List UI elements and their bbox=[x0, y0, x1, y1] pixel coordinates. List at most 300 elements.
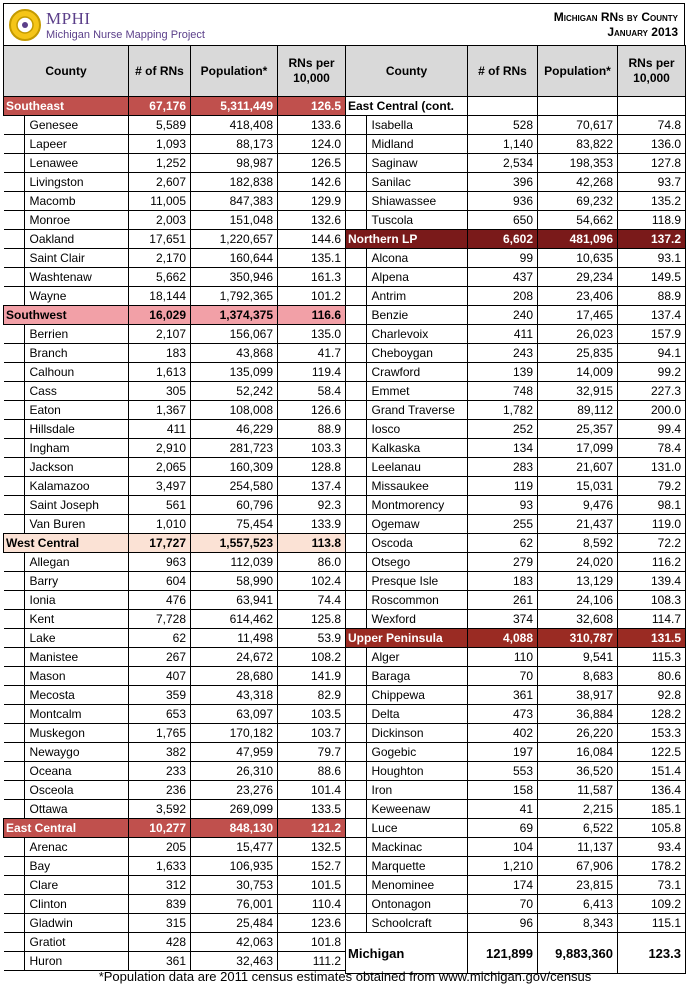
county-row bbox=[4, 838, 346, 857]
county-row bbox=[346, 553, 686, 572]
county-row bbox=[4, 629, 346, 648]
county-name: Saint Joseph bbox=[4, 496, 129, 515]
rns-per-10000: 111.2 bbox=[278, 952, 346, 971]
county-row bbox=[4, 496, 346, 515]
population: 15,477 bbox=[191, 838, 278, 857]
rns-per-10000: 126.5 bbox=[278, 154, 346, 173]
county-row bbox=[346, 648, 686, 667]
population: 11,587 bbox=[538, 781, 618, 800]
county-name: Montcalm bbox=[4, 705, 129, 724]
rns-per-10000: 119.0 bbox=[618, 515, 686, 534]
rns-per-10000 bbox=[618, 97, 686, 116]
rns-per-10000: 103.5 bbox=[278, 705, 346, 724]
county-row bbox=[346, 173, 686, 192]
rn-count: 553 bbox=[468, 762, 538, 781]
region-row bbox=[346, 230, 686, 249]
population: 32,463 bbox=[191, 952, 278, 971]
county-name: Newaygo bbox=[4, 743, 129, 762]
rn-count: 361 bbox=[468, 686, 538, 705]
rns-per-10000: 125.8 bbox=[278, 610, 346, 629]
page-title bbox=[554, 10, 678, 40]
rns-per-10000: 122.5 bbox=[618, 743, 686, 762]
rns-per-10000: 108.3 bbox=[618, 591, 686, 610]
county-row bbox=[4, 724, 346, 743]
county-row bbox=[346, 534, 686, 553]
county-name: Delta bbox=[346, 705, 468, 724]
population: 5,311,449 bbox=[191, 97, 278, 116]
county-name: West Central bbox=[4, 534, 129, 553]
rns-per-10000: 121.2 bbox=[278, 819, 346, 838]
rns-per-10000: 185.1 bbox=[618, 800, 686, 819]
population: 614,462 bbox=[191, 610, 278, 629]
county-name: Clare bbox=[4, 876, 129, 895]
county-row bbox=[346, 857, 686, 876]
county-name: Muskegon bbox=[4, 724, 129, 743]
rns-per-10000: 99.2 bbox=[618, 363, 686, 382]
county-row bbox=[346, 401, 686, 420]
population: 2,215 bbox=[538, 800, 618, 819]
rns-per-10000: 178.2 bbox=[618, 857, 686, 876]
right-table bbox=[345, 45, 686, 974]
population: 26,023 bbox=[538, 325, 618, 344]
county-name: Van Buren bbox=[4, 515, 129, 534]
county-row bbox=[4, 648, 346, 667]
county-row bbox=[346, 268, 686, 287]
population: 198,353 bbox=[538, 154, 618, 173]
county-name: Calhoun bbox=[4, 363, 129, 382]
rn-count: 255 bbox=[468, 515, 538, 534]
rn-count: 18,144 bbox=[129, 287, 191, 306]
population: 151,048 bbox=[191, 211, 278, 230]
rn-count: 3,592 bbox=[129, 800, 191, 819]
county-name: Leelanau bbox=[346, 458, 468, 477]
rns-per-10000: 116.2 bbox=[618, 553, 686, 572]
rns-per-10000: 53.9 bbox=[278, 629, 346, 648]
rn-count: 2,910 bbox=[129, 439, 191, 458]
rns-per-10000: 93.1 bbox=[618, 249, 686, 268]
population: 350,946 bbox=[191, 268, 278, 287]
population: 38,917 bbox=[538, 686, 618, 705]
population: 6,413 bbox=[538, 895, 618, 914]
rn-count: 2,607 bbox=[129, 173, 191, 192]
county-row bbox=[4, 572, 346, 591]
population: 1,792,365 bbox=[191, 287, 278, 306]
county-row bbox=[346, 135, 686, 154]
rns-per-10000: 126.6 bbox=[278, 401, 346, 420]
county-row bbox=[4, 420, 346, 439]
population: 26,310 bbox=[191, 762, 278, 781]
rn-count: 1,613 bbox=[129, 363, 191, 382]
county-row bbox=[346, 154, 686, 173]
population: 28,680 bbox=[191, 667, 278, 686]
rn-count: 121,899 bbox=[468, 933, 538, 974]
rn-count: 70 bbox=[468, 895, 538, 914]
rns-per-10000: 132.6 bbox=[278, 211, 346, 230]
county-name: Presque Isle bbox=[346, 572, 468, 591]
rns-per-10000: 133.9 bbox=[278, 515, 346, 534]
population: 29,234 bbox=[538, 268, 618, 287]
county-name: Ontonagon bbox=[346, 895, 468, 914]
county-row bbox=[346, 306, 686, 325]
county-name: Hillsdale bbox=[4, 420, 129, 439]
rns-per-10000: 78.4 bbox=[618, 439, 686, 458]
rns-per-10000: 135.1 bbox=[278, 249, 346, 268]
population: 156,067 bbox=[191, 325, 278, 344]
region-row bbox=[346, 97, 686, 116]
rns-per-10000: 41.7 bbox=[278, 344, 346, 363]
rn-count: 2,065 bbox=[129, 458, 191, 477]
rns-per-10000: 93.7 bbox=[618, 173, 686, 192]
county-row bbox=[346, 914, 686, 933]
rns-per-10000: 129.9 bbox=[278, 192, 346, 211]
population: 11,137 bbox=[538, 838, 618, 857]
county-name: Alpena bbox=[346, 268, 468, 287]
county-row bbox=[4, 249, 346, 268]
county-row bbox=[346, 515, 686, 534]
rns-per-10000: 101.4 bbox=[278, 781, 346, 800]
county-row bbox=[4, 876, 346, 895]
rns-per-10000: 73.1 bbox=[618, 876, 686, 895]
county-name: Jackson bbox=[4, 458, 129, 477]
population: 847,383 bbox=[191, 192, 278, 211]
county-name: Southeast bbox=[4, 97, 129, 116]
population: 17,099 bbox=[538, 439, 618, 458]
county-name: Antrim bbox=[346, 287, 468, 306]
population: 58,990 bbox=[191, 572, 278, 591]
rn-count: 252 bbox=[468, 420, 538, 439]
population: 13,129 bbox=[538, 572, 618, 591]
county-row bbox=[346, 572, 686, 591]
rn-count: 2,170 bbox=[129, 249, 191, 268]
county-name: Northern LP bbox=[346, 230, 468, 249]
county-header: County bbox=[346, 46, 468, 97]
population: 67,906 bbox=[538, 857, 618, 876]
rn-count: 10,277 bbox=[129, 819, 191, 838]
per10k-header: RNs per 10,000 bbox=[278, 46, 346, 97]
rn-count: 62 bbox=[129, 629, 191, 648]
rn-count: 653 bbox=[129, 705, 191, 724]
county-name: Iron bbox=[346, 781, 468, 800]
rn-count: 93 bbox=[468, 496, 538, 515]
county-row bbox=[4, 135, 346, 154]
county-name: Grand Traverse bbox=[346, 401, 468, 420]
rn-count: 183 bbox=[468, 572, 538, 591]
county-row bbox=[4, 686, 346, 705]
county-name: Alcona bbox=[346, 249, 468, 268]
rns-per-10000: 116.6 bbox=[278, 306, 346, 325]
county-name: Genesee bbox=[4, 116, 129, 135]
rn-count: 11,005 bbox=[129, 192, 191, 211]
rn-count: 283 bbox=[468, 458, 538, 477]
population: 24,020 bbox=[538, 553, 618, 572]
rns-per-10000: 86.0 bbox=[278, 553, 346, 572]
rns-per-10000: 123.3 bbox=[618, 933, 686, 974]
county-name: Keweenaw bbox=[346, 800, 468, 819]
population: 43,868 bbox=[191, 344, 278, 363]
county-name: Dickinson bbox=[346, 724, 468, 743]
population: 6,522 bbox=[538, 819, 618, 838]
county-name: Gladwin bbox=[4, 914, 129, 933]
rn-count: 473 bbox=[468, 705, 538, 724]
county-name: Oakland bbox=[4, 230, 129, 249]
rns-per-10000: 124.0 bbox=[278, 135, 346, 154]
population: 52,242 bbox=[191, 382, 278, 401]
population: 481,096 bbox=[538, 230, 618, 249]
county-name: Washtenaw bbox=[4, 268, 129, 287]
rn-count: 411 bbox=[129, 420, 191, 439]
population: 36,884 bbox=[538, 705, 618, 724]
population: 24,672 bbox=[191, 648, 278, 667]
county-name: Midland bbox=[346, 135, 468, 154]
county-row bbox=[4, 230, 346, 249]
rn-count: 233 bbox=[129, 762, 191, 781]
county-name: Saginaw bbox=[346, 154, 468, 173]
rn-count: 16,029 bbox=[129, 306, 191, 325]
county-row bbox=[346, 477, 686, 496]
rns-per-10000: 227.3 bbox=[618, 382, 686, 401]
per10k-header: RNs per 10,000 bbox=[618, 46, 686, 97]
county-name: Ionia bbox=[4, 591, 129, 610]
rns-per-10000: 118.9 bbox=[618, 211, 686, 230]
county-name: Lake bbox=[4, 629, 129, 648]
rns-per-10000: 79.2 bbox=[618, 477, 686, 496]
population: 1,557,523 bbox=[191, 534, 278, 553]
title-line-1: Michigan RNs by County bbox=[553, 10, 678, 24]
population: 1,220,657 bbox=[191, 230, 278, 249]
county-name: Sanilac bbox=[346, 173, 468, 192]
county-row bbox=[346, 667, 686, 686]
population: 54,662 bbox=[538, 211, 618, 230]
population: 25,357 bbox=[538, 420, 618, 439]
population: 47,959 bbox=[191, 743, 278, 762]
rns-per-10000: 109.2 bbox=[618, 895, 686, 914]
county-row bbox=[4, 401, 346, 420]
county-name: Isabella bbox=[346, 116, 468, 135]
county-row bbox=[4, 287, 346, 306]
rn-count: 1,782 bbox=[468, 401, 538, 420]
rns-per-10000: 103.7 bbox=[278, 724, 346, 743]
rns-per-10000: 139.4 bbox=[618, 572, 686, 591]
population bbox=[538, 97, 618, 116]
county-row bbox=[4, 515, 346, 534]
county-row bbox=[4, 363, 346, 382]
rn-count: 476 bbox=[129, 591, 191, 610]
county-row bbox=[4, 705, 346, 724]
county-name: Allegan bbox=[4, 553, 129, 572]
county-row bbox=[4, 344, 346, 363]
county-row bbox=[346, 610, 686, 629]
rns-per-10000: 133.6 bbox=[278, 116, 346, 135]
county-row bbox=[4, 933, 346, 952]
population: 43,318 bbox=[191, 686, 278, 705]
county-row bbox=[4, 895, 346, 914]
county-name: Chippewa bbox=[346, 686, 468, 705]
rns-per-10000: 99.4 bbox=[618, 420, 686, 439]
population: 23,276 bbox=[191, 781, 278, 800]
population: 182,838 bbox=[191, 173, 278, 192]
county-row bbox=[4, 610, 346, 629]
county-header: County bbox=[4, 46, 129, 97]
population: 16,084 bbox=[538, 743, 618, 762]
rn-count: 279 bbox=[468, 553, 538, 572]
rn-count: 411 bbox=[468, 325, 538, 344]
county-row bbox=[346, 420, 686, 439]
rns-per-10000: 136.4 bbox=[618, 781, 686, 800]
rns-per-10000: 127.8 bbox=[618, 154, 686, 173]
county-name: Southwest bbox=[4, 306, 129, 325]
rn-count: 104 bbox=[468, 838, 538, 857]
rns-per-10000: 126.5 bbox=[278, 97, 346, 116]
county-row bbox=[346, 724, 686, 743]
population: 108,008 bbox=[191, 401, 278, 420]
brand-name: MPHI bbox=[46, 9, 91, 28]
county-name: Tuscola bbox=[346, 211, 468, 230]
county-row bbox=[346, 838, 686, 857]
county-name: Schoolcraft bbox=[346, 914, 468, 933]
rns-per-10000: 101.5 bbox=[278, 876, 346, 895]
rns-per-10000: 132.5 bbox=[278, 838, 346, 857]
rn-count: 1,010 bbox=[129, 515, 191, 534]
population: 25,835 bbox=[538, 344, 618, 363]
rns-per-10000: 119.4 bbox=[278, 363, 346, 382]
county-name: Bay bbox=[4, 857, 129, 876]
county-name: Menominee bbox=[346, 876, 468, 895]
rn-count: 315 bbox=[129, 914, 191, 933]
rn-count: 1,765 bbox=[129, 724, 191, 743]
county-row bbox=[346, 743, 686, 762]
county-row bbox=[4, 154, 346, 173]
rns-per-10000: 105.8 bbox=[618, 819, 686, 838]
rns-per-10000: 88.6 bbox=[278, 762, 346, 781]
rn-count: 99 bbox=[468, 249, 538, 268]
rns-per-10000: 88.9 bbox=[618, 287, 686, 306]
rn-count: 70 bbox=[468, 667, 538, 686]
county-row bbox=[346, 325, 686, 344]
rns-per-10000: 72.2 bbox=[618, 534, 686, 553]
rn-count: 2,107 bbox=[129, 325, 191, 344]
population: 32,608 bbox=[538, 610, 618, 629]
county-name: Missaukee bbox=[346, 477, 468, 496]
population: 269,099 bbox=[191, 800, 278, 819]
rns-per-10000: 161.3 bbox=[278, 268, 346, 287]
population: 8,343 bbox=[538, 914, 618, 933]
rn-count bbox=[468, 97, 538, 116]
rns-per-10000: 149.5 bbox=[618, 268, 686, 287]
population: 98,987 bbox=[191, 154, 278, 173]
population: 112,039 bbox=[191, 553, 278, 572]
rns-per-10000: 200.0 bbox=[618, 401, 686, 420]
rns-per-10000: 133.5 bbox=[278, 800, 346, 819]
footnote: *Population data are 2011 census estimates obtained from www.michigan.gov/census bbox=[98, 969, 592, 984]
population: 14,009 bbox=[538, 363, 618, 382]
rns-per-10000: 98.1 bbox=[618, 496, 686, 515]
rns-per-10000: 115.1 bbox=[618, 914, 686, 933]
rns-per-10000: 74.4 bbox=[278, 591, 346, 610]
county-name: Macomb bbox=[4, 192, 129, 211]
county-name: Clinton bbox=[4, 895, 129, 914]
county-row bbox=[346, 705, 686, 724]
county-name: Luce bbox=[346, 819, 468, 838]
rns-header: # of RNs bbox=[129, 46, 191, 97]
left-table bbox=[3, 45, 346, 971]
rns-per-10000: 92.8 bbox=[618, 686, 686, 705]
county-name: Oceana bbox=[4, 762, 129, 781]
county-row bbox=[4, 667, 346, 686]
population: 254,580 bbox=[191, 477, 278, 496]
county-row bbox=[4, 914, 346, 933]
population: 89,112 bbox=[538, 401, 618, 420]
title-line-2: January 2013 bbox=[607, 25, 678, 39]
left-table-container bbox=[3, 45, 345, 966]
brand-subtitle: Michigan Nurse Mapping Project bbox=[46, 29, 205, 41]
population: 8,683 bbox=[538, 667, 618, 686]
rn-count: 205 bbox=[129, 838, 191, 857]
rns-per-10000: 113.8 bbox=[278, 534, 346, 553]
county-row bbox=[4, 439, 346, 458]
county-row bbox=[346, 781, 686, 800]
mphi-logo-icon bbox=[8, 8, 42, 42]
county-name: Kalamazoo bbox=[4, 477, 129, 496]
county-row bbox=[4, 762, 346, 781]
rn-count: 2,534 bbox=[468, 154, 538, 173]
county-row bbox=[346, 591, 686, 610]
county-name: Ogemaw bbox=[346, 515, 468, 534]
county-name: Alger bbox=[346, 648, 468, 667]
rns-per-10000: 131.0 bbox=[618, 458, 686, 477]
population: 418,408 bbox=[191, 116, 278, 135]
county-row bbox=[4, 116, 346, 135]
county-row bbox=[4, 781, 346, 800]
county-name: East Central (cont. bbox=[346, 97, 468, 116]
rn-count: 243 bbox=[468, 344, 538, 363]
county-name: Lenawee bbox=[4, 154, 129, 173]
rns-per-10000: 128.8 bbox=[278, 458, 346, 477]
county-row bbox=[346, 382, 686, 401]
county-name: Baraga bbox=[346, 667, 468, 686]
population: 88,173 bbox=[191, 135, 278, 154]
county-row bbox=[4, 173, 346, 192]
population: 42,063 bbox=[191, 933, 278, 952]
county-row bbox=[4, 458, 346, 477]
rns-per-10000: 135.0 bbox=[278, 325, 346, 344]
county-row bbox=[346, 363, 686, 382]
population: 21,437 bbox=[538, 515, 618, 534]
county-name: Oscoda bbox=[346, 534, 468, 553]
population: 69,232 bbox=[538, 192, 618, 211]
county-name: Saint Clair bbox=[4, 249, 129, 268]
rn-count: 650 bbox=[468, 211, 538, 230]
rns-per-10000: 136.0 bbox=[618, 135, 686, 154]
rn-count: 110 bbox=[468, 648, 538, 667]
rn-count: 183 bbox=[129, 344, 191, 363]
population: 848,130 bbox=[191, 819, 278, 838]
population: 23,815 bbox=[538, 876, 618, 895]
county-row bbox=[346, 686, 686, 705]
rn-count: 382 bbox=[129, 743, 191, 762]
population: 46,229 bbox=[191, 420, 278, 439]
county-name: Osceola bbox=[4, 781, 129, 800]
rns-per-10000: 137.4 bbox=[278, 477, 346, 496]
county-name: Montmorency bbox=[346, 496, 468, 515]
rn-count: 119 bbox=[468, 477, 538, 496]
population-header: Population* bbox=[538, 46, 618, 97]
county-name: Barry bbox=[4, 572, 129, 591]
county-name: Houghton bbox=[346, 762, 468, 781]
county-name: Charlevoix bbox=[346, 325, 468, 344]
rns-header: # of RNs bbox=[468, 46, 538, 97]
rn-count: 1,093 bbox=[129, 135, 191, 154]
rn-count: 2,003 bbox=[129, 211, 191, 230]
